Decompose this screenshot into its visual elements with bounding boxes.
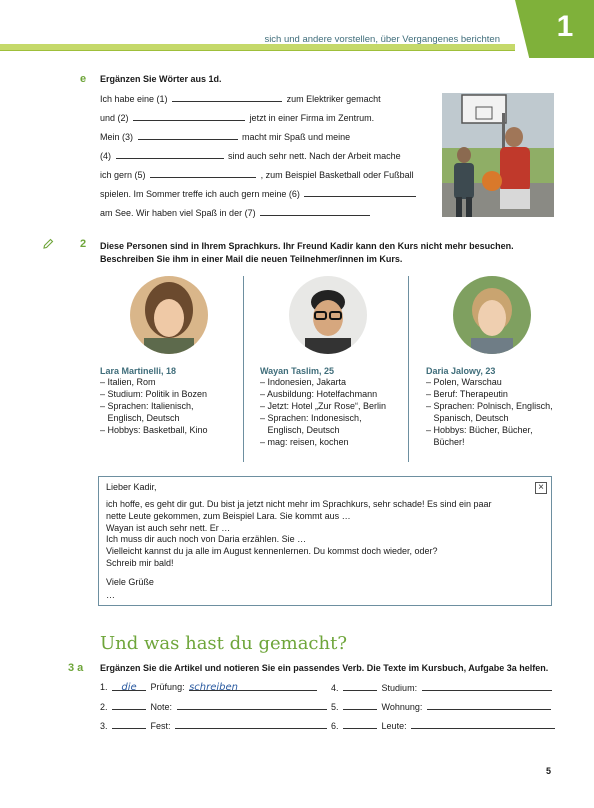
chapter-subtitle: sich und andere vorstellen, über Vergangenes berichten [264,34,500,45]
cloze-line-5 [100,169,414,180]
cloze-text: (4) [100,151,111,161]
cloze-text: ich gern (5) [100,170,146,180]
detail-line: – Indonesien, Jakarta [260,377,347,387]
detail-line: Spanisch, Deutsch [426,413,509,423]
person-details [100,376,208,436]
column-divider [243,276,244,462]
blank-field-1[interactable] [172,93,282,102]
cloze-text: Mein (3) [100,132,134,142]
item-number: 2. [100,702,108,712]
cloze-line-6 [100,188,418,199]
detail-line: – Ausbildung: Hotelfachmann [260,389,378,399]
cloze-line-7 [100,207,372,218]
mail-line: Schreib mir bald! [106,557,174,568]
detail-line: – mag: reisen, kochen [260,437,349,447]
exercise-3a-instruction: Ergänzen Sie die Artikel und notieren Sie ein passendes Verb. Die Texte im Kursbuch, Aufgabe 3a helfen. [100,663,549,673]
mail-line: Vielleicht kannst du ja alle im August kennenlernen. Du kommst doch wieder, oder? [106,546,438,557]
person-name: Daria Jalowy, 23 [426,366,496,376]
item-number: 1. [100,682,108,692]
exercise-e-instruction: Ergänzen Sie Wörter aus 1d. [100,74,222,84]
portrait-lara [130,276,208,354]
mail-line: Ich muss dir auch noch von Daria erzählen. Sie … [106,534,307,545]
column-divider [408,276,409,462]
detail-line: – Studium: Politik in Bozen [100,389,208,399]
cloze-text: macht mir Spaß und meine [242,132,351,142]
verb-field[interactable] [427,701,551,710]
vocab-item-1 [100,682,319,692]
handwritten-verb: schreiben [189,682,239,693]
vocab-item-3 [100,720,329,731]
detail-line: Bücher! [426,437,465,447]
cloze-text: am See. Wir haben viel Spaß in der (7) [100,208,256,218]
verb-field[interactable] [422,682,552,691]
vocab-item-2 [100,701,329,712]
verb-field[interactable] [411,720,555,729]
mail-line: ich hoffe, es geht dir gut. Du bist ja jetzt nicht mehr im Sprachkurs, sehr schade! Es sind ein paar [106,499,492,509]
detail-line: – Beruf: Therapeutin [426,389,508,399]
detail-line: Englisch, Deutsch [260,425,340,435]
mail-greeting: Lieber Kadir, [106,482,157,492]
detail-line: Englisch, Deutsch [100,413,180,423]
portrait-daria [453,276,531,354]
cloze-line-4 [100,150,401,161]
mail-line: Wayan ist auch sehr nett. Er … [106,522,231,533]
cloze-line-1 [100,93,381,104]
portrait-wayan [289,276,367,354]
cloze-text: , zum Beispiel Basketball oder Fußball [260,170,414,180]
item-noun: Note: [150,702,173,712]
detail-line: – Hobbys: Bücher, Bücher, [426,425,533,435]
cloze-line-2 [100,112,374,123]
close-icon[interactable]: × [535,482,547,494]
article-field[interactable] [112,682,146,691]
exercise-2-number: 2 [80,238,87,250]
blank-field-4[interactable] [116,150,224,159]
person-card-wayan [260,366,386,448]
cloze-line-3 [100,131,350,142]
blank-field-2[interactable] [133,112,245,121]
item-noun: Leute: [381,721,407,731]
cloze-text: sind auch sehr nett. Nach der Arbeit mache [228,151,401,161]
item-noun: Fest: [150,721,171,731]
person-details [260,376,386,448]
vocab-item-5 [331,701,553,712]
verb-field[interactable] [177,701,327,710]
section-heading: Und was hast du gemacht? [100,633,347,654]
header-rule [0,50,515,51]
mail-closing: Viele Grüße [106,577,154,587]
vocab-item-6 [331,720,557,731]
item-number: 5. [331,702,339,712]
article-field[interactable] [112,720,146,729]
person-name: Lara Martinelli, 18 [100,366,177,376]
detail-line: – Italien, Rom [100,377,156,387]
detail-line: – Sprachen: Polnisch, Englisch, [426,401,553,411]
person-name: Wayan Taslim, 25 [260,366,335,376]
detail-line: – Jetzt: Hotel „Zur Rose“, Berlin [260,401,387,411]
basketball-photo [442,93,554,217]
detail-line: – Sprachen: Italienisch, [100,401,194,411]
exercise-3a-number: 3 a [68,662,84,674]
detail-line: – Hobbys: Basketball, Kino [100,425,208,435]
blank-field-3[interactable] [138,131,238,140]
exercise-2-instruction: Diese Personen sind in Ihrem Sprachkurs. Ihr Freund Kadir kann den Kurs nicht mehr besuchen. Beschreiben Sie ihm in einer Mail die neuen Teilnehmer/innen im Kurs. [100,241,514,264]
handwritten-article: die [121,682,137,693]
detail-line: – Sprachen: Indonesisch, [260,413,362,423]
verb-field[interactable] [189,682,317,691]
vocab-item-4 [331,682,554,693]
cloze-text: Ich habe eine (1) [100,94,168,104]
item-number: 6. [331,721,339,731]
cloze-text: spielen. Im Sommer treffe ich auch gern meine (6) [100,189,300,199]
cloze-text: und (2) [100,113,129,123]
article-field[interactable] [112,701,146,710]
blank-field-5[interactable] [150,169,256,178]
person-card-lara [100,366,208,436]
mail-line: nette Leute gekommen, zum Beispiel Lara. Sie kommt aus … [106,510,351,521]
item-number: 4. [331,683,339,693]
article-field[interactable] [343,701,377,710]
item-noun: Studium: [381,683,418,693]
pencil-icon [42,238,54,250]
blank-field-7[interactable] [260,207,370,216]
detail-line: – Polen, Warschau [426,377,502,387]
page-number: 5 [546,766,552,776]
person-card-daria [426,366,553,448]
verb-field[interactable] [175,720,327,729]
cloze-text: jetzt in einer Firma im Zentrum. [249,113,375,123]
mail-ellipsis: … [106,590,115,600]
item-noun: Prüfung: [150,682,185,692]
person-details [426,376,553,448]
item-number: 3. [100,721,108,731]
exercise-e-letter: e [80,73,87,85]
blank-field-6[interactable] [304,188,416,197]
cloze-text: zum Elektriker gemacht [286,94,381,104]
mail-body [106,499,492,570]
article-field[interactable] [343,682,377,691]
article-field[interactable] [343,720,377,729]
item-noun: Wohnung: [381,702,423,712]
chapter-number: 1 [556,10,574,43]
